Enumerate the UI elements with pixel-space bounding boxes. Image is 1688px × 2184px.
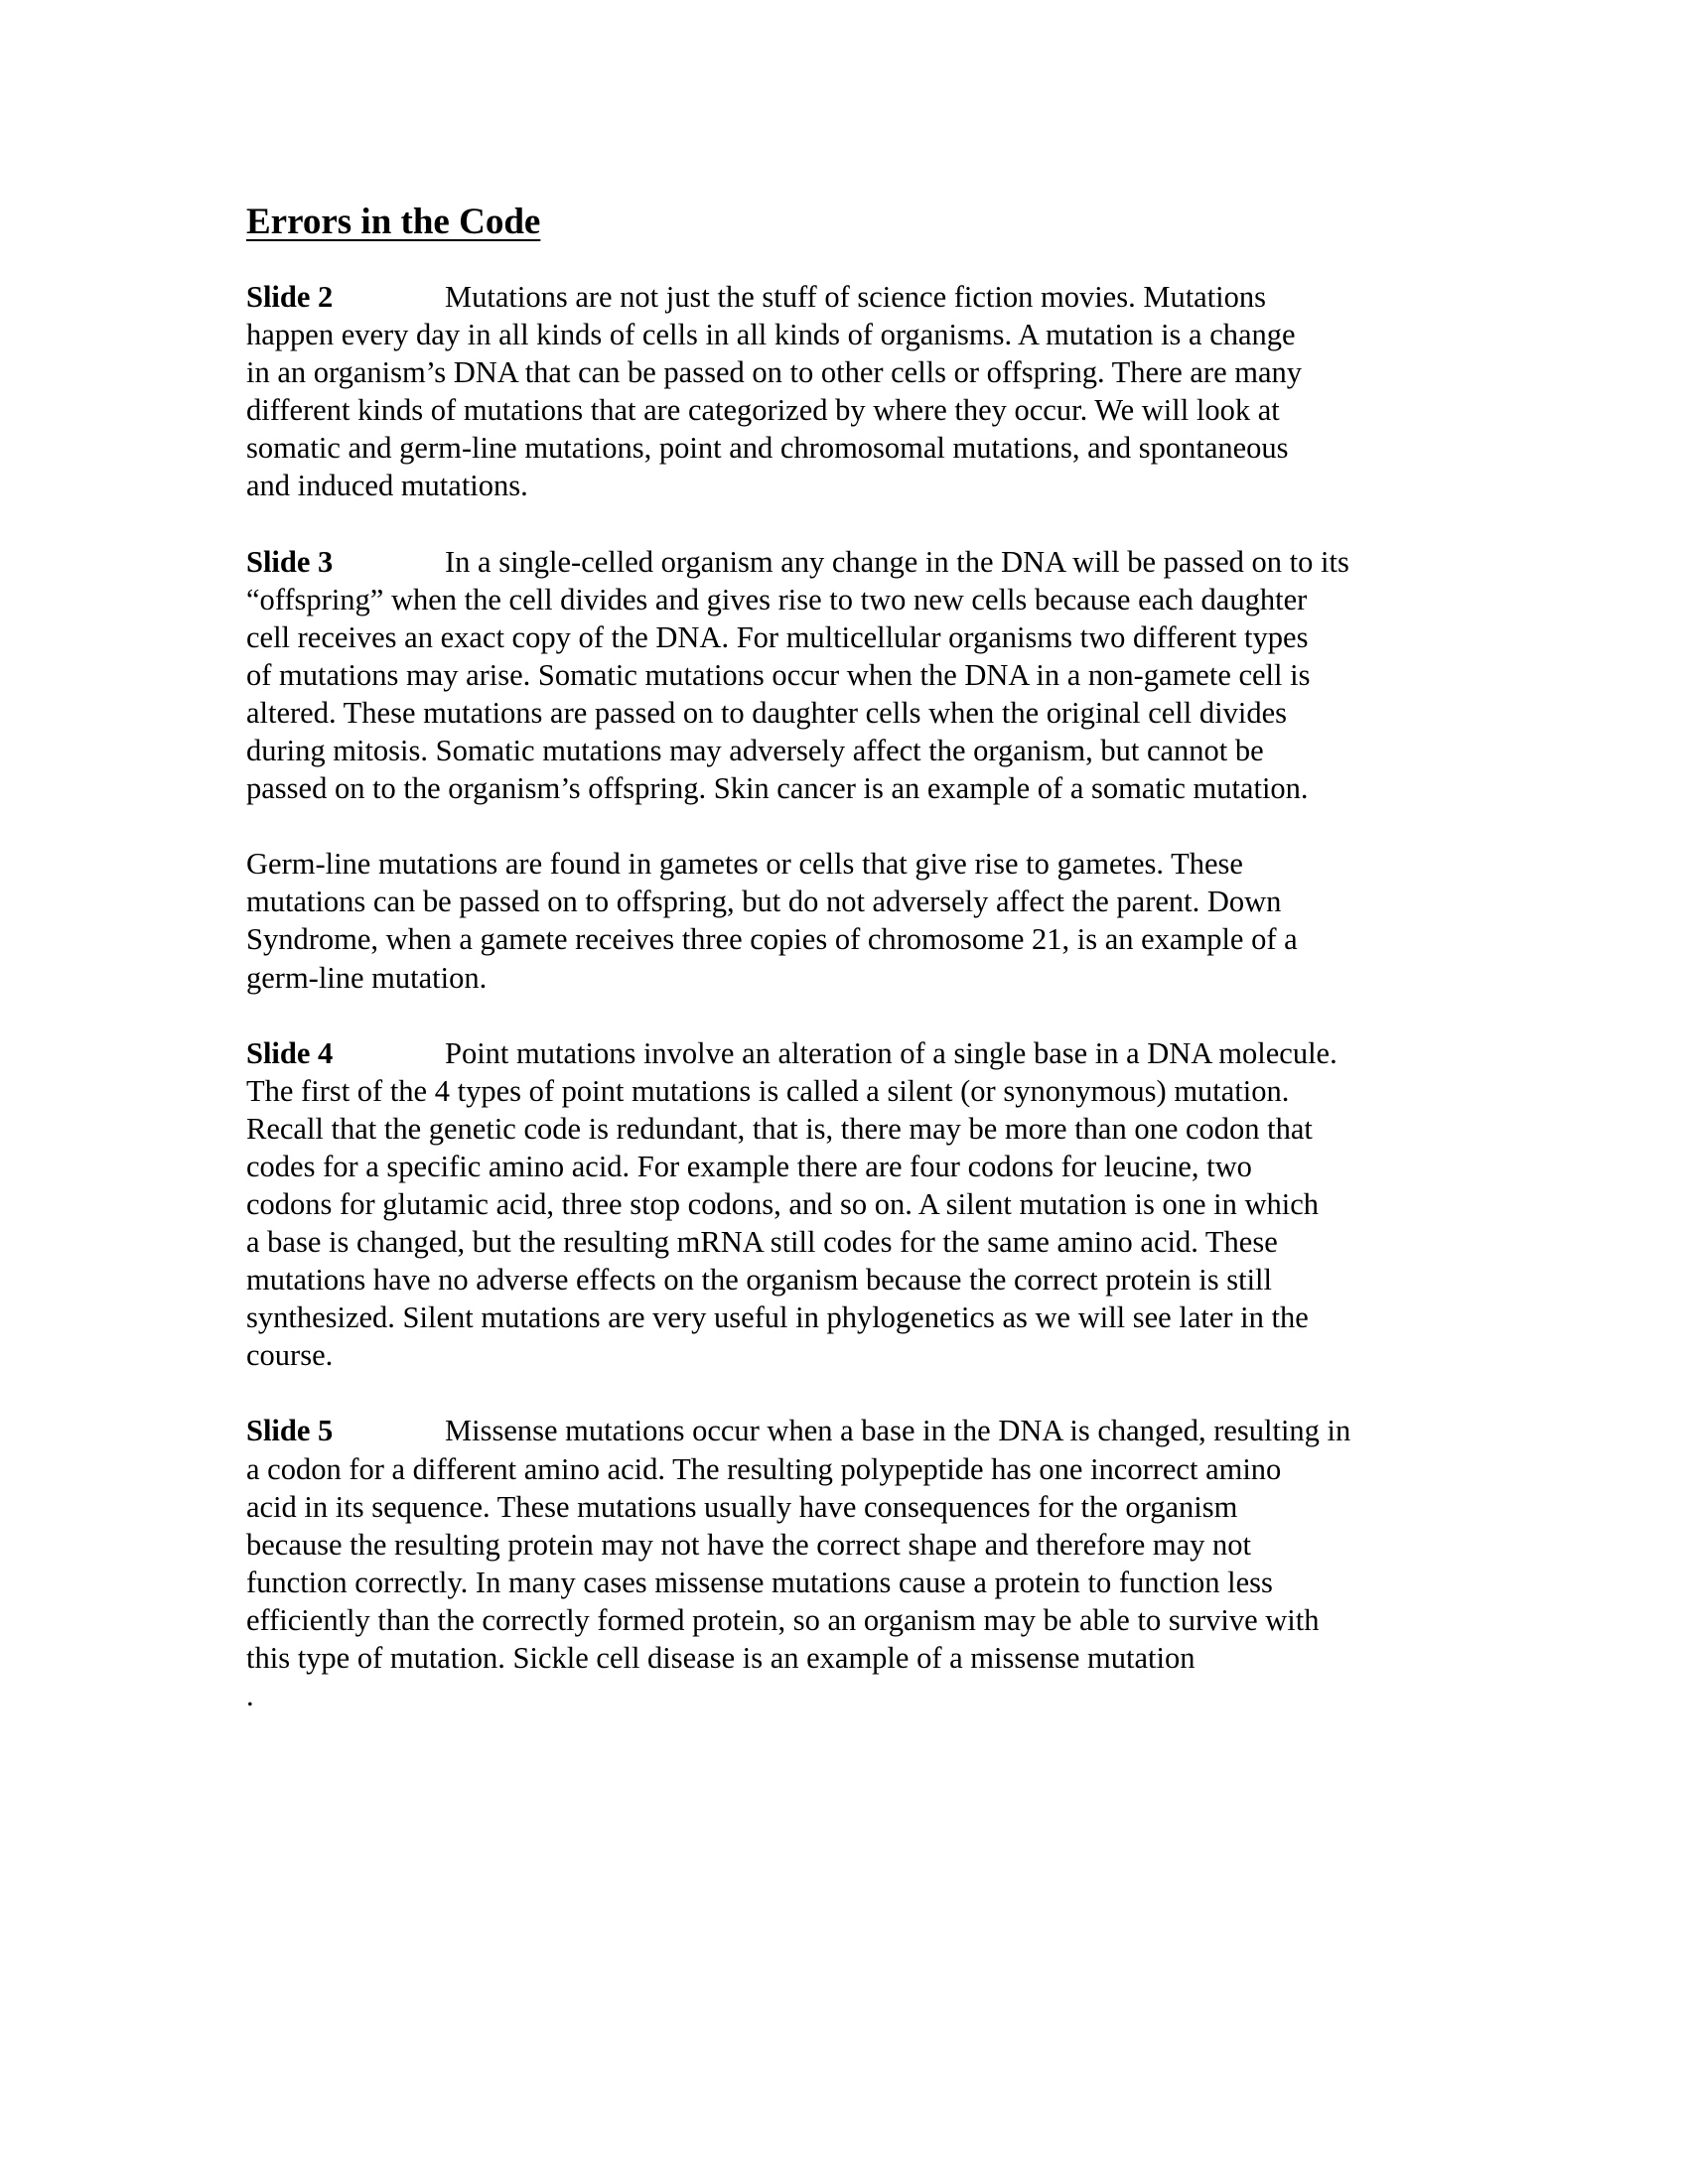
line-text: Mutations are not just the stuff of science fiction movies. Mutations [445,280,1267,314]
paragraph-slide-3 [246,543,1458,808]
paragraph-line: The first of the 4 types of point mutations is called a silent (or synonymous) mutation. [246,1073,1290,1108]
paragraph-line: during mitosis. Somatic mutations may adversely affect the organism, but cannot be [246,734,1264,768]
paragraph-line: mutations have no adverse effects on the organism because the correct protein is still [246,1263,1273,1297]
paragraph-line [246,278,1458,316]
line-text: Point mutations involve an alteration of a single base in a DNA molecule. [445,1035,1337,1070]
paragraph-germ-line [246,845,1458,996]
line-text: Missense mutations occur when a base in the DNA is changed, resulting in [445,1414,1351,1448]
paragraph-line: Germ-line mutations are found in gametes or cells that give rise to gametes. These [246,847,1243,882]
paragraph-line: “offspring” when the cell divides and gives rise to two new cells because each daughter [246,582,1308,616]
paragraph-line: passed on to the organism’s offspring. Skin cancer is an example of a somatic mutation. [246,771,1309,806]
paragraph-slide-4 [246,1034,1458,1375]
paragraph-line: Recall that the genetic code is redundant, that is, there may be more than one codon that [246,1111,1313,1146]
slide-label: Slide 3 [246,544,334,579]
paragraph-line: acid in its sequence. These mutations usually have consequences for the organism [246,1489,1238,1524]
paragraph-line: Syndrome, when a gamete receives three copies of chromosome 21, is an example of a [246,922,1298,957]
paragraph-line: function correctly. In many cases missense mutations cause a protein to function less [246,1565,1273,1599]
paragraph-line: cell receives an exact copy of the DNA. For multicellular organisms two different types [246,619,1309,654]
paragraph-line: a base is changed, but the resulting mRNA still codes for the same amino acid. These [246,1225,1278,1260]
paragraph-line [246,1412,1458,1449]
paragraph-slide-2 [246,278,1458,505]
trailing-period: . [246,1679,254,1713]
paragraph-line: of mutations may arise. Somatic mutations occur when the DNA in a non-gamete cell is [246,657,1311,692]
paragraph-line: synthesized. Silent mutations are very useful in phylogenetics as we will see later in the [246,1300,1309,1335]
page-content [246,199,1458,1714]
slide-label: Slide 4 [246,1035,334,1070]
paragraph-line: different kinds of mutations that are categorized by where they occur. We will look at [246,393,1280,428]
line-text: In a single-celled organism any change in the DNA will be passed on to its [445,544,1349,579]
paragraph-line: altered. These mutations are passed on to daughter cells when the original cell divides [246,695,1287,730]
paragraph-slide-5 [246,1412,1458,1677]
slide-label: Slide 5 [246,1414,334,1448]
slide-label: Slide 2 [246,280,334,314]
paragraph-line: and induced mutations. [246,469,528,503]
paragraph-line: germ-line mutation. [246,960,488,995]
paragraph-line [246,543,1458,581]
paragraph-line: codons for glutamic acid, three stop codons, and so on. A silent mutation is one in which [246,1186,1320,1221]
paragraph-line: this type of mutation. Sickle cell disease is an example of a missense mutation [246,1641,1196,1675]
document-title: Errors in the Code [246,202,541,242]
paragraph-line: mutations can be passed on to offspring, but do not adversely affect the parent. Down [246,885,1282,919]
paragraph-line: codes for a specific amino acid. For example there are four codons for leucine, two [246,1149,1252,1183]
paragraph-line: efficiently than the correctly formed protein, so an organism may be able to survive with [246,1602,1320,1637]
paragraph-line: somatic and germ-line mutations, point and chromosomal mutations, and spontaneous [246,431,1289,466]
paragraph-line: course. [246,1338,334,1373]
paragraph-line [246,1034,1458,1072]
paragraph-line: happen every day in all kinds of cells in all kinds of organisms. A mutation is a change [246,318,1296,352]
paragraph-line: in an organism’s DNA that can be passed on to other cells or offspring. There are many [246,355,1303,390]
paragraph-line: a codon for a different amino acid. The resulting polypeptide has one incorrect amino [246,1451,1282,1486]
paragraph-line: because the resulting protein may not have the correct shape and therefore may not [246,1527,1252,1562]
